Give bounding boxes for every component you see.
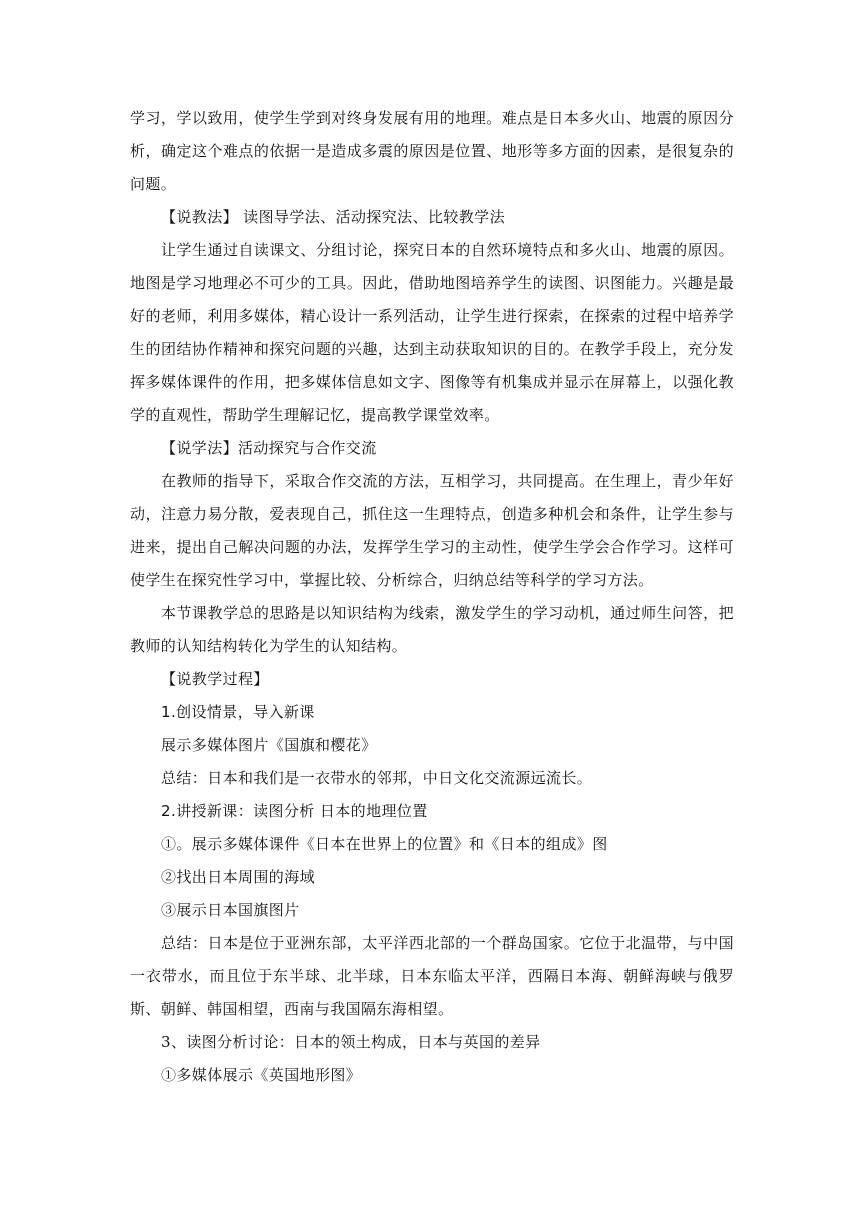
step-1-title: 1.创设情景，导入新课 <box>161 703 315 721</box>
step-3-title: 3、读图分析讨论：日本的领土构成，日本与英国的差异 <box>161 1033 541 1051</box>
document-body <box>130 102 734 1092</box>
step-2-item-1: ①。展示多媒体课件《日本在世界上的位置》和《日本的组成》图 <box>161 835 608 853</box>
paragraph-teaching-methods: 让学生通过自读课文、分组讨论，探究日本的自然环境特点和多火山、地震的原因。地图是学习地理必不可少的工具。因此，借助地图培养学生的读图、识图能力。兴趣是最好的老师，利用多媒体，精心设计一系列活动，让学生进行探索，在探索的过程中培养学生的团结协作精神和探究问题的兴趣，达到主动获取知识的目的。在教学手段上，充分发挥多媒体课件的作用，把多媒体信息如文字、图像等有机集成并显示在屏幕上，以强化教学的直观性，帮助学生理解记忆，提高教学课堂效率。 <box>130 241 734 424</box>
step-2-item-3: ③展示日本国旗图片 <box>161 901 300 919</box>
step-3-item-1: ①多媒体展示《英国地形图》 <box>161 1066 362 1084</box>
heading-teaching-process: 【说教学过程】 <box>161 670 269 688</box>
heading-teaching-methods: 【说教法】 读图导学法、活动探究法、比较教学法 <box>161 208 505 226</box>
step-2-title: 2.讲授新课：读图分析 日本的地理位置 <box>161 802 428 820</box>
step-1-summary: 总结：日本和我们是一衣带水的邻邦，中日文化交流源远流长。 <box>161 769 593 787</box>
paragraph-learning-methods: 在教师的指导下，采取合作交流的方法，互相学习，共同提高。在生理上，青少年好动，注意力易分散，爱表现自己，抓住这一生理特点，创造多种机会和条件，让学生参与进来，提出自己解决问题的办法，发挥学生学习的主动性，使学生学会合作学习。这样可使学生在探究性学习中，掌握比较、分析综合，归纳总结等科学的学习方法。 <box>130 472 734 589</box>
paragraph-difficulty-analysis: 学习，学以致用，使学生学到对终身发展有用的地理。难点是日本多火山、地震的原因分析，确定这个难点的依据一是造成多震的原因是位置、地形等多方面的因素，是很复杂的问题。 <box>130 109 734 193</box>
heading-learning-methods: 【说学法】活动探究与合作交流 <box>161 439 377 457</box>
step-2-summary: 总结：日本是位于亚洲东部，太平洋西北部的一个群岛国家。它位于北温带，与中国一衣带水，而且位于东半球、北半球，日本东临太平洋，西隔日本海、朝鲜海峡与俄罗斯、朝鲜、韩国相望，西南与我国隔东海相望。 <box>130 934 734 1018</box>
step-1-media: 展示多媒体图片《国旗和樱花》 <box>161 736 377 754</box>
step-2-item-2: ②找出日本周围的海域 <box>161 868 316 886</box>
paragraph-overall-approach: 本节课教学总的思路是以知识结构为线索，激发学生的学习动机，通过师生问答，把教师的认知结构转化为学生的认知结构。 <box>130 604 734 655</box>
